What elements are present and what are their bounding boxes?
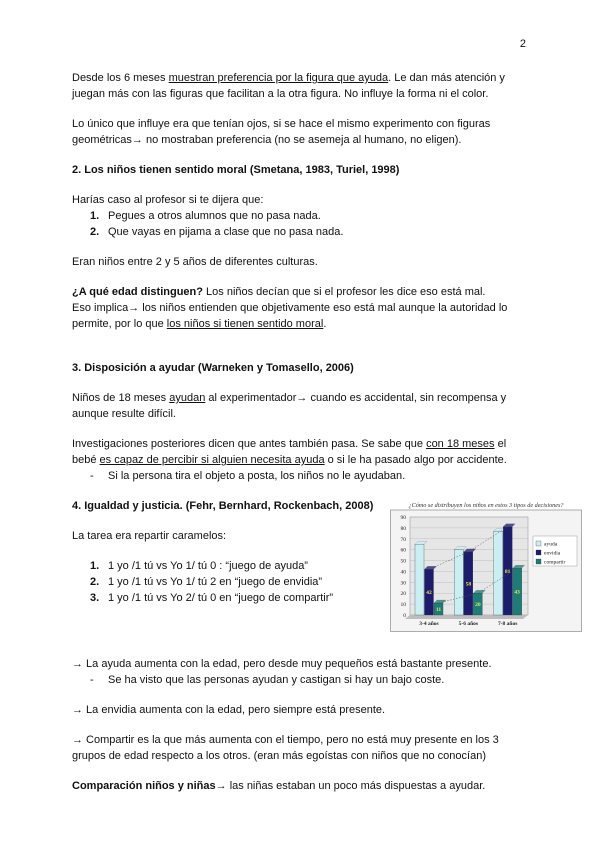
data-label: 11 [435, 607, 442, 614]
x-tick-label: 7-8 años [497, 621, 518, 627]
heading-moral-sense: 2. Los niños tienen sentido moral (Smetana, 1983, Turiel, 1998) [72, 164, 400, 176]
paragraph-ages: Eran niños entre 2 y 5 años de diferentes culturas. [72, 256, 318, 268]
paragraph-envy: → La envidia aumenta con la edad, pero siempre está presente. [72, 704, 386, 716]
paragraph-teacher-question: Harías caso al profesor si te dijera que: [72, 194, 264, 206]
data-label: 42 [426, 590, 432, 597]
y-tick-label: 40 [400, 569, 406, 576]
paragraph-figure-preference: Desde los 6 meses muestran preferencia por la figura que ayuda. Le dan más atención y juegan más con las figuras que facilitan a la otra figura. No influye la forma ni el color. [72, 72, 505, 100]
heading-equality: 4. Igualdad y justicia. (Fehr, Bernhard, Rockenbach, 2008) [72, 500, 374, 512]
y-tick-label: 80 [400, 525, 406, 532]
data-label: 81 [504, 568, 511, 575]
y-tick-label: 0 [403, 613, 406, 619]
legend-label: ayuda [544, 541, 558, 548]
list-item: - Se ha visto que las personas ayudan y castigan si hay un bajo coste. [90, 674, 445, 686]
legend-label: envidia [544, 550, 561, 557]
y-tick-label: 20 [400, 591, 406, 598]
list-item: 2. Que vayas en pijama a clase que no pasa nada. [90, 226, 344, 238]
bar-ayuda [415, 544, 424, 615]
y-tick-label: 10 [400, 602, 406, 609]
x-tick-label: 3-4 años [419, 621, 439, 627]
data-label: 20 [475, 602, 481, 609]
y-tick-label: 60 [400, 547, 406, 554]
chart-title: ¿Cómo se distribuyen los niños en estos 3 tipos de decisiones? [408, 502, 564, 509]
bar-ayuda [454, 550, 463, 615]
data-label: 43 [514, 589, 520, 596]
list-item: 1. Pegues a otros alumnos que no pasa nada. [90, 210, 321, 222]
legend-swatch-envidia [536, 550, 541, 555]
paragraph-distinguish: ¿A qué edad distinguen? Los niños decían que si el profesor les dice eso está mal. Eso implica→ los niños entienden que objetivamente eso está mal aunque la autoridad lo permite, por lo que los niños si tienen sentido moral. [72, 286, 508, 330]
list-item: 2. 1 yo /1 tú vs Yo 1/ tú 2 en “juego de envidia” [90, 576, 323, 588]
plot-floor [405, 615, 528, 619]
paragraph-candy-task: La tarea era repartir caramelos: [72, 530, 227, 542]
list-teacher-examples [72, 208, 524, 240]
y-tick-label: 50 [400, 558, 406, 565]
paragraph-helping-increase: → La ayuda aumenta con la edad, pero desde muy pequeños está bastante presente. [72, 658, 492, 670]
paragraph-eyes: Lo único que influye era que tenían ojos, si se hace el mismo experimento con figuras geométricas→ no mostraban preferencia (no se asemeja al humano, no eligen). [72, 118, 491, 146]
list-item: 1. 1 yo /1 tú vs Yo 1/ tú 0 : “juego de ayuda” [90, 560, 308, 572]
paragraph-sharing: → Compartir es la que más aumenta con el tiempo, pero no está muy presente en los 3 grupos de edad respecto a los otros. (eran más egoístas con niños que no conocían) [72, 734, 499, 762]
decision-bar-chart [390, 500, 582, 632]
paragraph-18-months: Niños de 18 meses ayudan al experimentador→ cuando es accidental, sin recompensa y aunque resulte difícil. [72, 392, 507, 420]
legend-label: compartir [544, 559, 566, 566]
paragraph-later-research: Investigaciones posteriores dicen que antes también pasa. Se sabe que con 18 meses el bebé es capaz de percibir si alguien necesita ayuda o si le ha pasado algo por accidente. [72, 438, 507, 466]
page-number: 2 [519, 38, 526, 50]
data-label: 58 [465, 581, 472, 588]
bar-ayuda [494, 531, 503, 615]
x-tick-label: 5-6 años [458, 621, 479, 627]
heading-helping: 3. Disposición a ayudar (Warneken y Tomasello, 2006) [72, 362, 354, 374]
paragraph-boys-girls: Comparación niños y niñas→ las niñas estaban un poco más dispuestas a ayudar. [72, 780, 486, 792]
y-tick-label: 70 [400, 536, 406, 543]
y-tick-label: 30 [400, 580, 406, 587]
legend-swatch-compartir [536, 559, 541, 564]
document-body [72, 70, 566, 794]
list-item: - Si la persona tira el objeto a posta, los niños no le ayudaban. [90, 470, 406, 482]
list-item: 3. 1 yo /1 tú vs Yo 2/ tú 0 en “juego de compartir” [90, 592, 334, 604]
legend-swatch-ayuda [536, 541, 541, 546]
y-tick-label: 90 [400, 515, 406, 521]
